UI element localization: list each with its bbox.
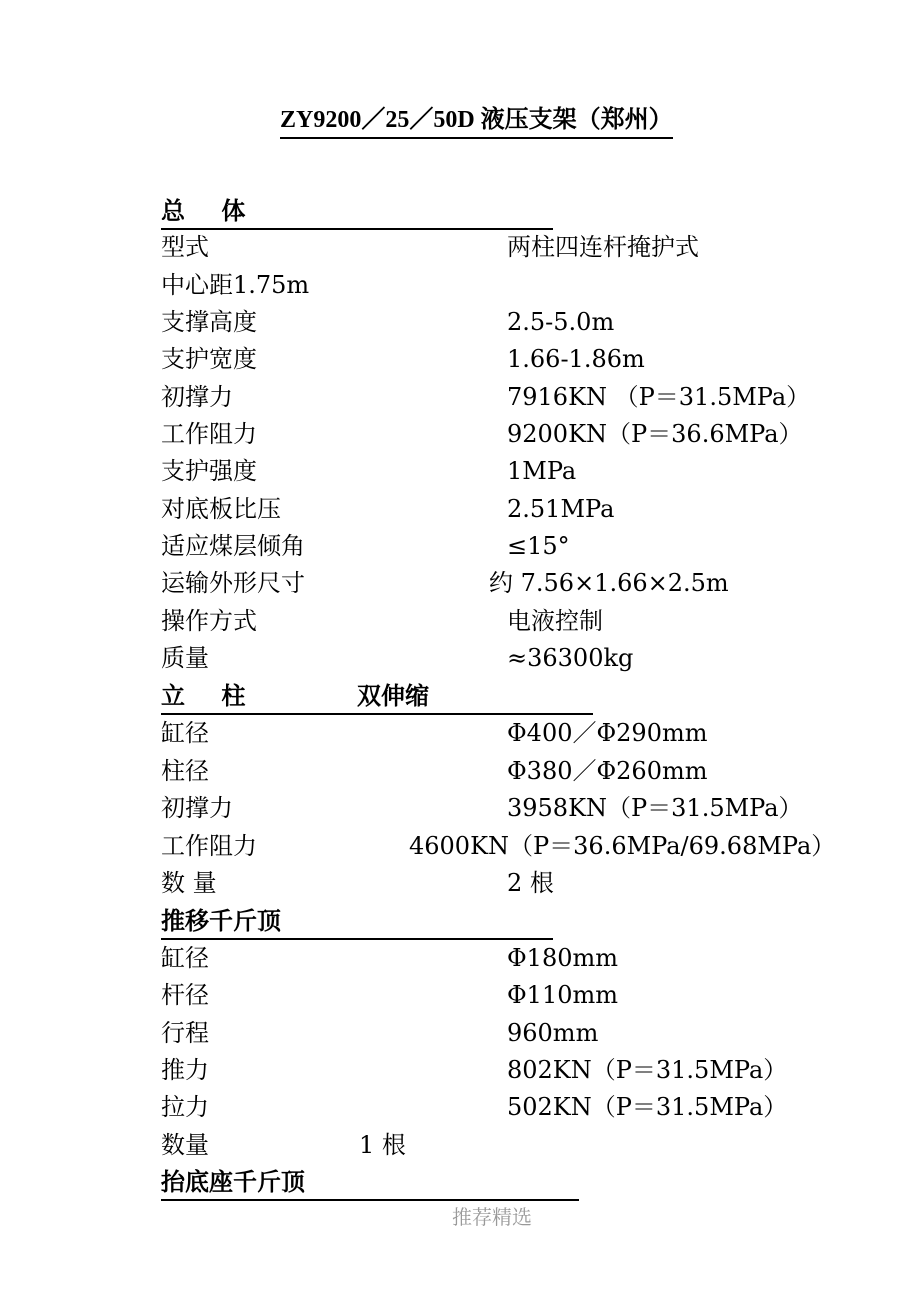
section-heading-column-text: 立 柱 xyxy=(161,681,260,710)
section-heading-base-lift-jack-text: 抬底座千斤顶 xyxy=(161,1167,305,1196)
spec-value: Φ400／Φ290mm xyxy=(507,719,708,747)
spec-value: 9200KN（P＝36.6MPa） xyxy=(507,420,803,448)
document-title: ZY9200／25／50D 液压支架（郑州） xyxy=(280,103,673,139)
spec-label: 型式 xyxy=(161,233,209,261)
spec-value: 3958KN（P＝31.5MPa） xyxy=(507,794,803,822)
spec-value: 两柱四连杆掩护式 xyxy=(507,233,699,261)
spec-value: 2.51MPa xyxy=(507,495,615,523)
spec-label: 对底板比压 xyxy=(161,495,281,523)
spec-label: 适应煤层倾角 xyxy=(161,532,305,560)
spec-label: 缸径 xyxy=(161,719,209,747)
spec-label: 质量 xyxy=(161,644,209,672)
spec-label: 初撑力 xyxy=(161,383,233,411)
section-subheading-column: 双伸缩 xyxy=(357,681,429,710)
spec-value: 502KN（P＝31.5MPa） xyxy=(507,1093,788,1121)
spec-value: Φ110mm xyxy=(507,981,618,1009)
spec-label: 柱径 xyxy=(161,757,209,785)
spec-label: 操作方式 xyxy=(161,607,257,635)
spec-value: 电液控制 xyxy=(507,607,603,635)
spec-label: 初撑力 xyxy=(161,794,233,822)
section-heading-overall-text: 总 体 xyxy=(161,196,260,225)
spec-value: 802KN（P＝31.5MPa） xyxy=(507,1056,788,1084)
spec-label: 支撑高度 xyxy=(161,308,257,336)
spec-value: 960mm xyxy=(507,1019,599,1047)
spec-value: ≈36300kg xyxy=(507,644,634,672)
spec-label: 支护宽度 xyxy=(161,345,257,373)
spec-value: 2.5-5.0m xyxy=(507,308,615,336)
spec-label: 拉力 xyxy=(161,1093,209,1121)
spec-label: 推力 xyxy=(161,1056,209,1084)
spec-value: 7916KN （P＝31.5MPa） xyxy=(507,383,811,411)
spec-label: 支护强度 xyxy=(161,457,257,485)
spec-value: Φ180mm xyxy=(507,944,618,972)
spec-label: 工作阻力 xyxy=(161,420,257,448)
spec-value: 1 根 xyxy=(359,1131,406,1159)
spec-label: 数量 xyxy=(161,1131,209,1159)
page-footer: 推荐精选 xyxy=(452,1205,532,1229)
spec-value: 4600KN（P＝36.6MPa/69.68MPa） xyxy=(409,832,836,860)
section-heading-column xyxy=(161,678,593,715)
spec-label: 工作阻力 xyxy=(161,832,257,860)
spec-value: 1MPa xyxy=(507,457,577,485)
spec-value: 1.66-1.86m xyxy=(507,345,645,373)
section-heading-base-lift-jack xyxy=(161,1164,579,1201)
spec-value: 2 根 xyxy=(507,869,554,897)
spec-label: 杆径 xyxy=(161,981,209,1009)
spec-value: 约 7.56×1.66×2.5m xyxy=(489,569,729,597)
section-heading-overall xyxy=(161,193,553,230)
spec-value: ≤15° xyxy=(507,532,570,560)
spec-label: 缸径 xyxy=(161,944,209,972)
spec-label: 中心距1.75m xyxy=(161,271,310,299)
section-heading-push-jack xyxy=(161,903,553,940)
spec-label: 数 量 xyxy=(161,869,217,897)
spec-label: 行程 xyxy=(161,1019,209,1047)
spec-label: 运输外形尺寸 xyxy=(161,569,305,597)
spec-value: Φ380／Φ260mm xyxy=(507,757,708,785)
section-heading-push-jack-text: 推移千斤顶 xyxy=(161,906,281,935)
